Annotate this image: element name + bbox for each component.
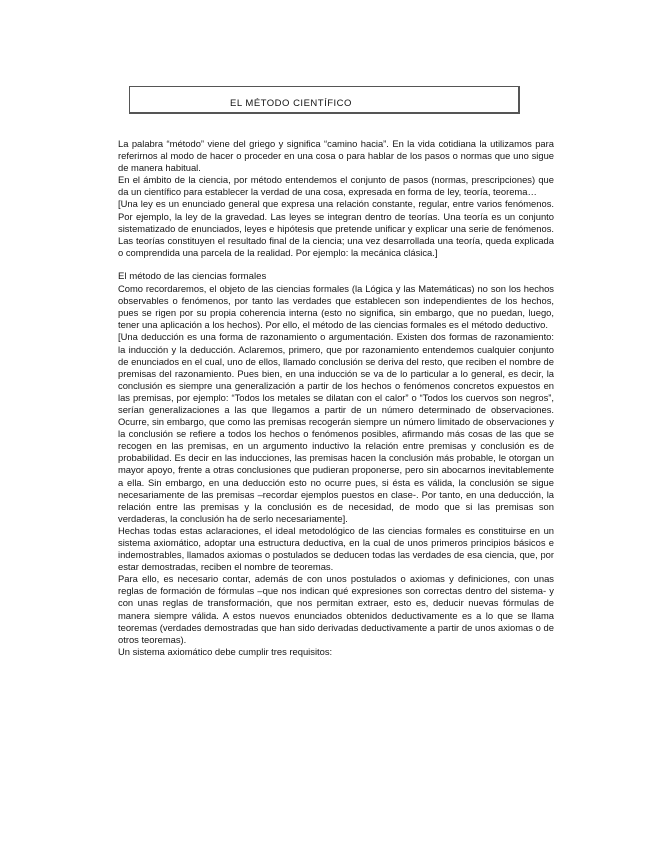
paragraph-method-etymology: La palabra “método” viene del griego y significa “camino hacia”. En la vida cotidiana la utilizamos para referirnos al modo de hacer o proceder en una cosa o para hablar de los pasos o normas que uno sigue de manera habitual. [118,138,554,174]
paragraph-formal-sciences-object: Como recordaremos, el objeto de las ciencias formales (la Lógica y las Matemáticas) no son los hechos observables o fenómenos, por tanto las verdades que establecen son independientes de los hechos, pues se rigen por su propia coherencia interna (esto no significa, sin embargo, que no puedan, luego, tener una aplicación a los hechos). Por ello, el método de las ciencias formales es el método deductivo. [118,283,554,331]
spacer [118,259,554,271]
paragraph-deduction-induction: [Una deducción es una forma de razonamiento o argumentación. Existen dos formas de razonamiento: la inducción y la deducción. Aclaremos, primero, que por razonamiento entendemos cualquier conjunto de enunciados en el cual, uno de ellos, llamado conclusión se deriva del resto, que reciben el nombre de premisas del razonamiento. Pues bien, en una inducción se va de lo particular a lo general, es decir, la conclusión es siempre una generalización a partir de los hechos o fenómenos concretos expuestos en las premisas, por ejemplo: “Todos los metales se dilatan con el calor” o “Todos los cuervos son negros”, serían generalizaciones a las que llegamos a partir de un número determinado de observaciones. Ocurre, sin embargo, que como las premisas recogerán siempre un número limitado de observaciones y la conclusión se refiere a todos los hechos o fenómenos posibles, afirmando más cosas de las que se recogen en las premisas, en un argumento inductivo la relación entre premisas y conclusión es de probabilidad. Es decir en las inducciones, las premisas hacen la conclusión más probable, le otorgan un mayor apoyo, frente a otras conclusiones que pudieran proponerse, pero sin abocarnos inevitablemente a ella. Sin embargo, en una deducción esto no ocurre pues, si ésta es válida, la conclusión se sigue necesariamente de las premisas –recordar ejemplos puestos en clase-. Por tanto, en una deducción, la relación entre las premisas y la conclusión es de necesidad, de modo que si las premisas son verdaderas, la conclusión ha de serlo necesariamente]. [118,331,554,524]
paragraph-axiomatic-system: Hechas todas estas aclaraciones, el ideal metodológico de las ciencias formales es constituirse en un sistema axiomático, adoptar una estructura deductiva, en la cual de unos primeros principios básicos e indemostrables, llamados axiomas o postulados se deducen todas las verdades de esa ciencia, que, por estar demostradas, reciben el nombre de teoremas. [118,524,554,573]
document-body [118,138,554,658]
page-title: EL MÉTODO CIENTÍFICO [230,98,352,109]
paragraph-method-in-science: En el ámbito de la ciencia, por método entendemos el conjunto de pasos (normas, prescripciones) que da un científico para establecer la verdad de una cosa, expresada en forma de ley, teoría, teorema… [118,174,554,198]
paragraph-rules-theorems: Para ello, es necesario contar, además de con unos postulados o axiomas y definiciones, con unas reglas de formación de fórmulas –que nos indican qué expresiones son correctas dentro del sistema- y con unas reglas de transformación, que nos permitan extraer, esto es, deducir nuevas fórmulas de manera siempre válida. A estos nuevos enunciados obtenidos deductivamente es a lo que se llama teoremas (verdades demostradas que han sido derivadas deductivamente a partir de unos axiomas o de otros teoremas). [118,573,554,645]
section-heading-formal-sciences: El método de las ciencias formales [118,270,267,282]
title-box [129,86,520,114]
paragraph-requirements: Un sistema axiomático debe cumplir tres requisitos: [118,645,333,657]
paragraph-law-theory: [Una ley es un enunciado general que expresa una relación constante, regular, entre varios fenómenos. Por ejemplo, la ley de la gravedad. Las leyes se integran dentro de teorías. Una teoría es un conjunto sistematizado de enunciados, leyes e hipótesis que pretende unificar y explicar una serie de fenómenos. Las teorías constituyen el resultado final de la ciencia; una vez desarrollada una teoría, queda explicada o comprendida una parcela de la realidad. Por ejemplo: la mecánica clásica.] [118,198,554,258]
